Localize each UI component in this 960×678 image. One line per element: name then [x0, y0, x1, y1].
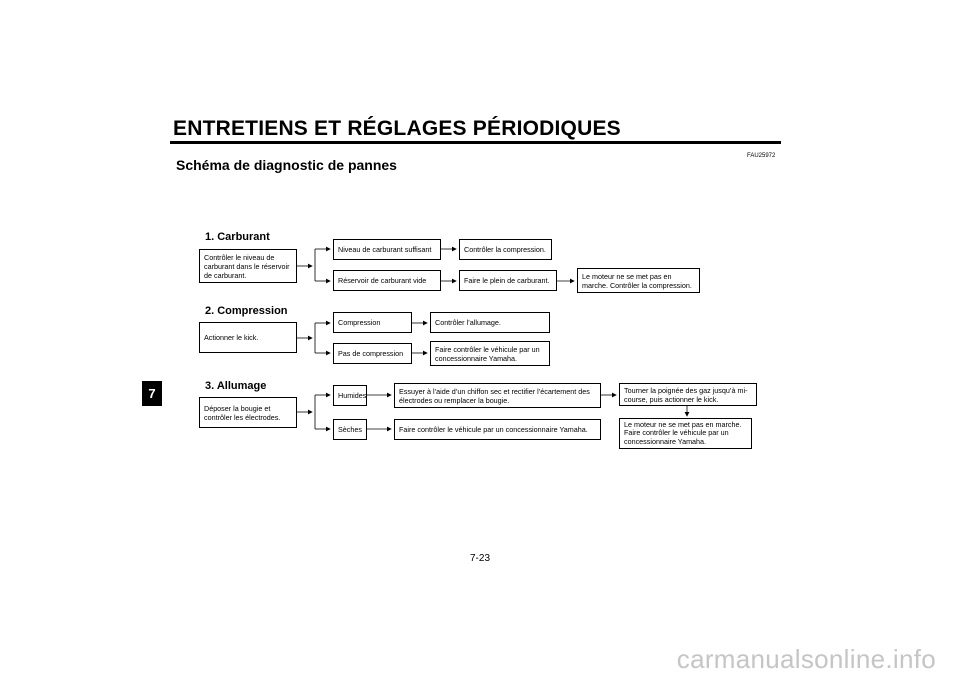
- box-throttle-kick: Tourner la poignée des gaz jusqu’à mi-course, puis actionner le kick.: [619, 383, 757, 406]
- document-code: FAU25972: [747, 153, 776, 159]
- box-check-compression: Contrôler la compression.: [459, 239, 552, 260]
- box-no-compression: Pas de compression: [333, 343, 412, 364]
- box-dry-electrodes-action: Essuyer à l’aide d’un chiffon sec et rectifier l’écartement des électrodes ou remplacer la bougie.: [394, 383, 601, 408]
- watermark: carmanualsonline.info: [676, 644, 936, 674]
- section-title: Schéma de diagnostic de pannes: [176, 157, 397, 173]
- box-kick-start: Actionner le kick.: [199, 322, 297, 353]
- box-dry: Sèches: [333, 419, 367, 440]
- group-title-allumage: 3. Allumage: [205, 380, 267, 392]
- box-fuel-tank-empty: Réservoir de carburant vide: [333, 270, 441, 291]
- box-engine-no-start-check-compression: Le moteur ne se met pas en marche. Contrôler la compression.: [577, 268, 700, 293]
- box-dealer-check-ignition: Faire contrôler le véhicule par un concessionnaire Yamaha.: [394, 419, 601, 440]
- box-fuel-sufficient: Niveau de carburant suffisant: [333, 239, 441, 260]
- box-remove-spark-plug: Déposer la bougie et contrôler les électrodes.: [199, 397, 297, 428]
- page-title: ENTRETIENS ET RÉGLAGES PÉRIODIQUES: [173, 117, 621, 140]
- chapter-tab: 7: [142, 381, 162, 406]
- box-compression: Compression: [333, 312, 412, 333]
- box-refuel: Faire le plein de carburant.: [459, 270, 557, 291]
- page-number: 7-23: [469, 553, 490, 564]
- box-wet: Humides: [333, 385, 367, 406]
- group-title-carburant: 1. Carburant: [205, 231, 270, 243]
- box-dealer-check-compression: Faire contrôler le véhicule par un concessionnaire Yamaha.: [430, 341, 550, 366]
- box-engine-no-start-dealer: Le moteur ne se met pas en marche. Faire contrôler le véhicule par un concessionnaire Yamaha.: [619, 418, 752, 449]
- box-check-fuel-level: Contrôler le niveau de carburant dans le réservoir de carburant.: [199, 249, 297, 283]
- box-check-ignition: Contrôler l’allumage.: [430, 312, 550, 333]
- group-title-compression: 2. Compression: [205, 305, 288, 317]
